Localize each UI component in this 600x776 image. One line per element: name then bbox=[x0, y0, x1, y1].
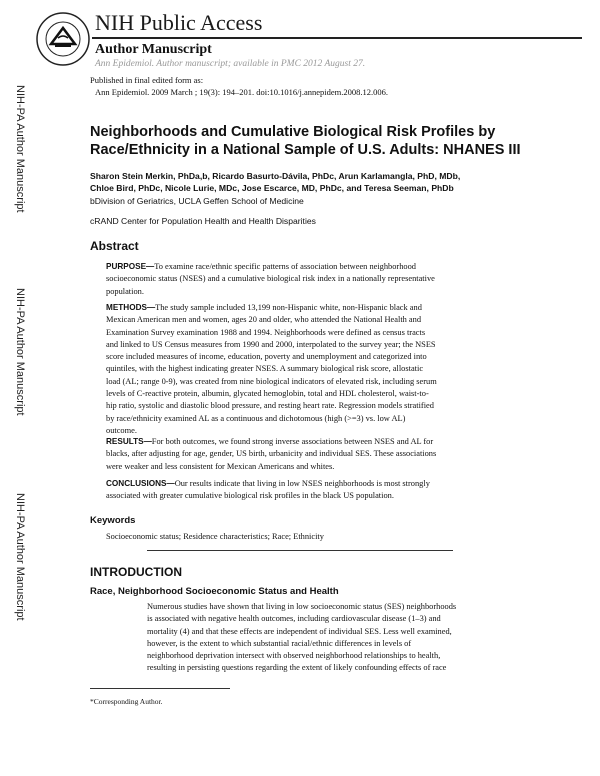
conclusions-paragraph: CONCLUSIONS—Our results indicate that living in low NSES neighborhoods is most strongly associated with greater cumulative biological risk profiles in the black US population. bbox=[106, 479, 430, 501]
results-paragraph: RESULTS—For both outcomes, we found strong inverse associations between NSES and AL for blacks, after adjusting for age, gender, US birth, urbanicity and individual SES. These associations were weaker and less consistent for Mexican Americans and whites. bbox=[106, 437, 437, 471]
authors-line2: Chloe Bird, PhDc, Nicole Lurie, MDc, Jose Escarce, MD, PhDc, and Teresa Seeman, PhDb bbox=[90, 183, 454, 193]
introduction-heading: INTRODUCTION bbox=[90, 565, 182, 579]
article-title-line1: Neighborhoods and Cumulative Biological Risk Profiles by bbox=[90, 124, 496, 140]
authors-line1: Sharon Stein Merkin, PhDa,b, Ricardo Basurto-Dávila, PhDc, Arun Karlamangla, PhD, MDb, bbox=[90, 171, 461, 181]
keywords-text: Socioeconomic status; Residence characteristics; Race; Ethnicity bbox=[106, 532, 324, 541]
sidebar-label: NIH-PA Author Manuscript bbox=[14, 288, 26, 416]
conclusions-label: CONCLUSIONS— bbox=[106, 479, 175, 488]
article-title-line2: Race/Ethnicity in a National Sample of U.S. Adults: NHANES III bbox=[90, 142, 521, 158]
footnote-text: *Corresponding Author. bbox=[90, 697, 163, 706]
purpose-label: PURPOSE— bbox=[106, 262, 155, 271]
nih-seal-icon bbox=[36, 10, 90, 70]
published-line1: Published in final edited form as: bbox=[90, 75, 204, 85]
intro-subheading: Race, Neighborhood Socioeconomic Status and Health bbox=[90, 586, 339, 597]
availability-note: Ann Epidemiol. Author manuscript; available in PMC 2012 August 27. bbox=[95, 59, 366, 69]
published-line2: Ann Epidemiol. 2009 March ; 19(3): 194–201. doi:10.1016/j.annepidem.2008.12.006. bbox=[95, 87, 388, 97]
sidebar-label: NIH-PA Author Manuscript bbox=[14, 85, 26, 213]
nih-logo bbox=[36, 10, 90, 70]
keywords-heading: Keywords bbox=[90, 515, 136, 526]
nih-public-access-title: NIH Public Access bbox=[95, 10, 263, 35]
keywords-rule bbox=[147, 550, 453, 551]
footnote-rule bbox=[90, 688, 230, 689]
intro-paragraph: Numerous studies have shown that living in low socioeconomic status (SES) neighborhoods is associated with negative health outcomes, including cardiovascular disease (1–3) and mortality (4) and that these effects are independent of individual SES. Less well examined, however, is the extent to which substantial racial/ethnic differences in levels of neighborhood deprivation intersect with observed neighborhood relationships to health, resulting in persisting questions regarding the extent of likely confounding effects of race bbox=[147, 602, 457, 673]
abstract-heading: Abstract bbox=[90, 239, 139, 253]
results-label: RESULTS— bbox=[106, 437, 152, 446]
affiliation-b: bDivision of Geriatrics, UCLA Geffen School of Medicine bbox=[90, 196, 304, 206]
sidebar-label: NIH-PA Author Manuscript bbox=[14, 493, 26, 621]
methods-label: METHODS— bbox=[106, 303, 156, 312]
methods-paragraph: METHODS—The study sample included 13,199 non-Hispanic white, non-Hispanic black and Mexican American men and women, ages 20 and older, who attended the National Health and Examination Survey examination 1988 and 1994. Neighborhoods were defined as census tracts and linked to US Census measures from 1990 and 2000, interpolated to the survey year; the NSES score included measures of income, education, poverty and unemployment and categorized into quintiles, with the highest indicating greater NSES. A summary biological risk score, allostatic load (AL; range 0-9), was created from nine biological indicators of elevated risk, including serum levels of C-reactive protein, albumin, glycated hemoglobin, total and HDL cholesterol, waist-to- hip ratio, systolic and diastolic blood pressure, and resting heart rate. Regression models stratified by race/ethnicity examined AL as a continuous and dichotomous (high (>=3) vs. low AL) outcome. bbox=[106, 303, 437, 435]
purpose-paragraph: PURPOSE—To examine race/ethnic specific patterns of association between neighborhood socioeconomic status (NSES) and a cumulative biological risk index in a nationally representative population. bbox=[106, 262, 435, 296]
author-manuscript-label: Author Manuscript bbox=[95, 42, 212, 57]
header-rule bbox=[92, 37, 582, 39]
affiliation-c: cRAND Center for Population Health and Health Disparities bbox=[90, 216, 316, 226]
